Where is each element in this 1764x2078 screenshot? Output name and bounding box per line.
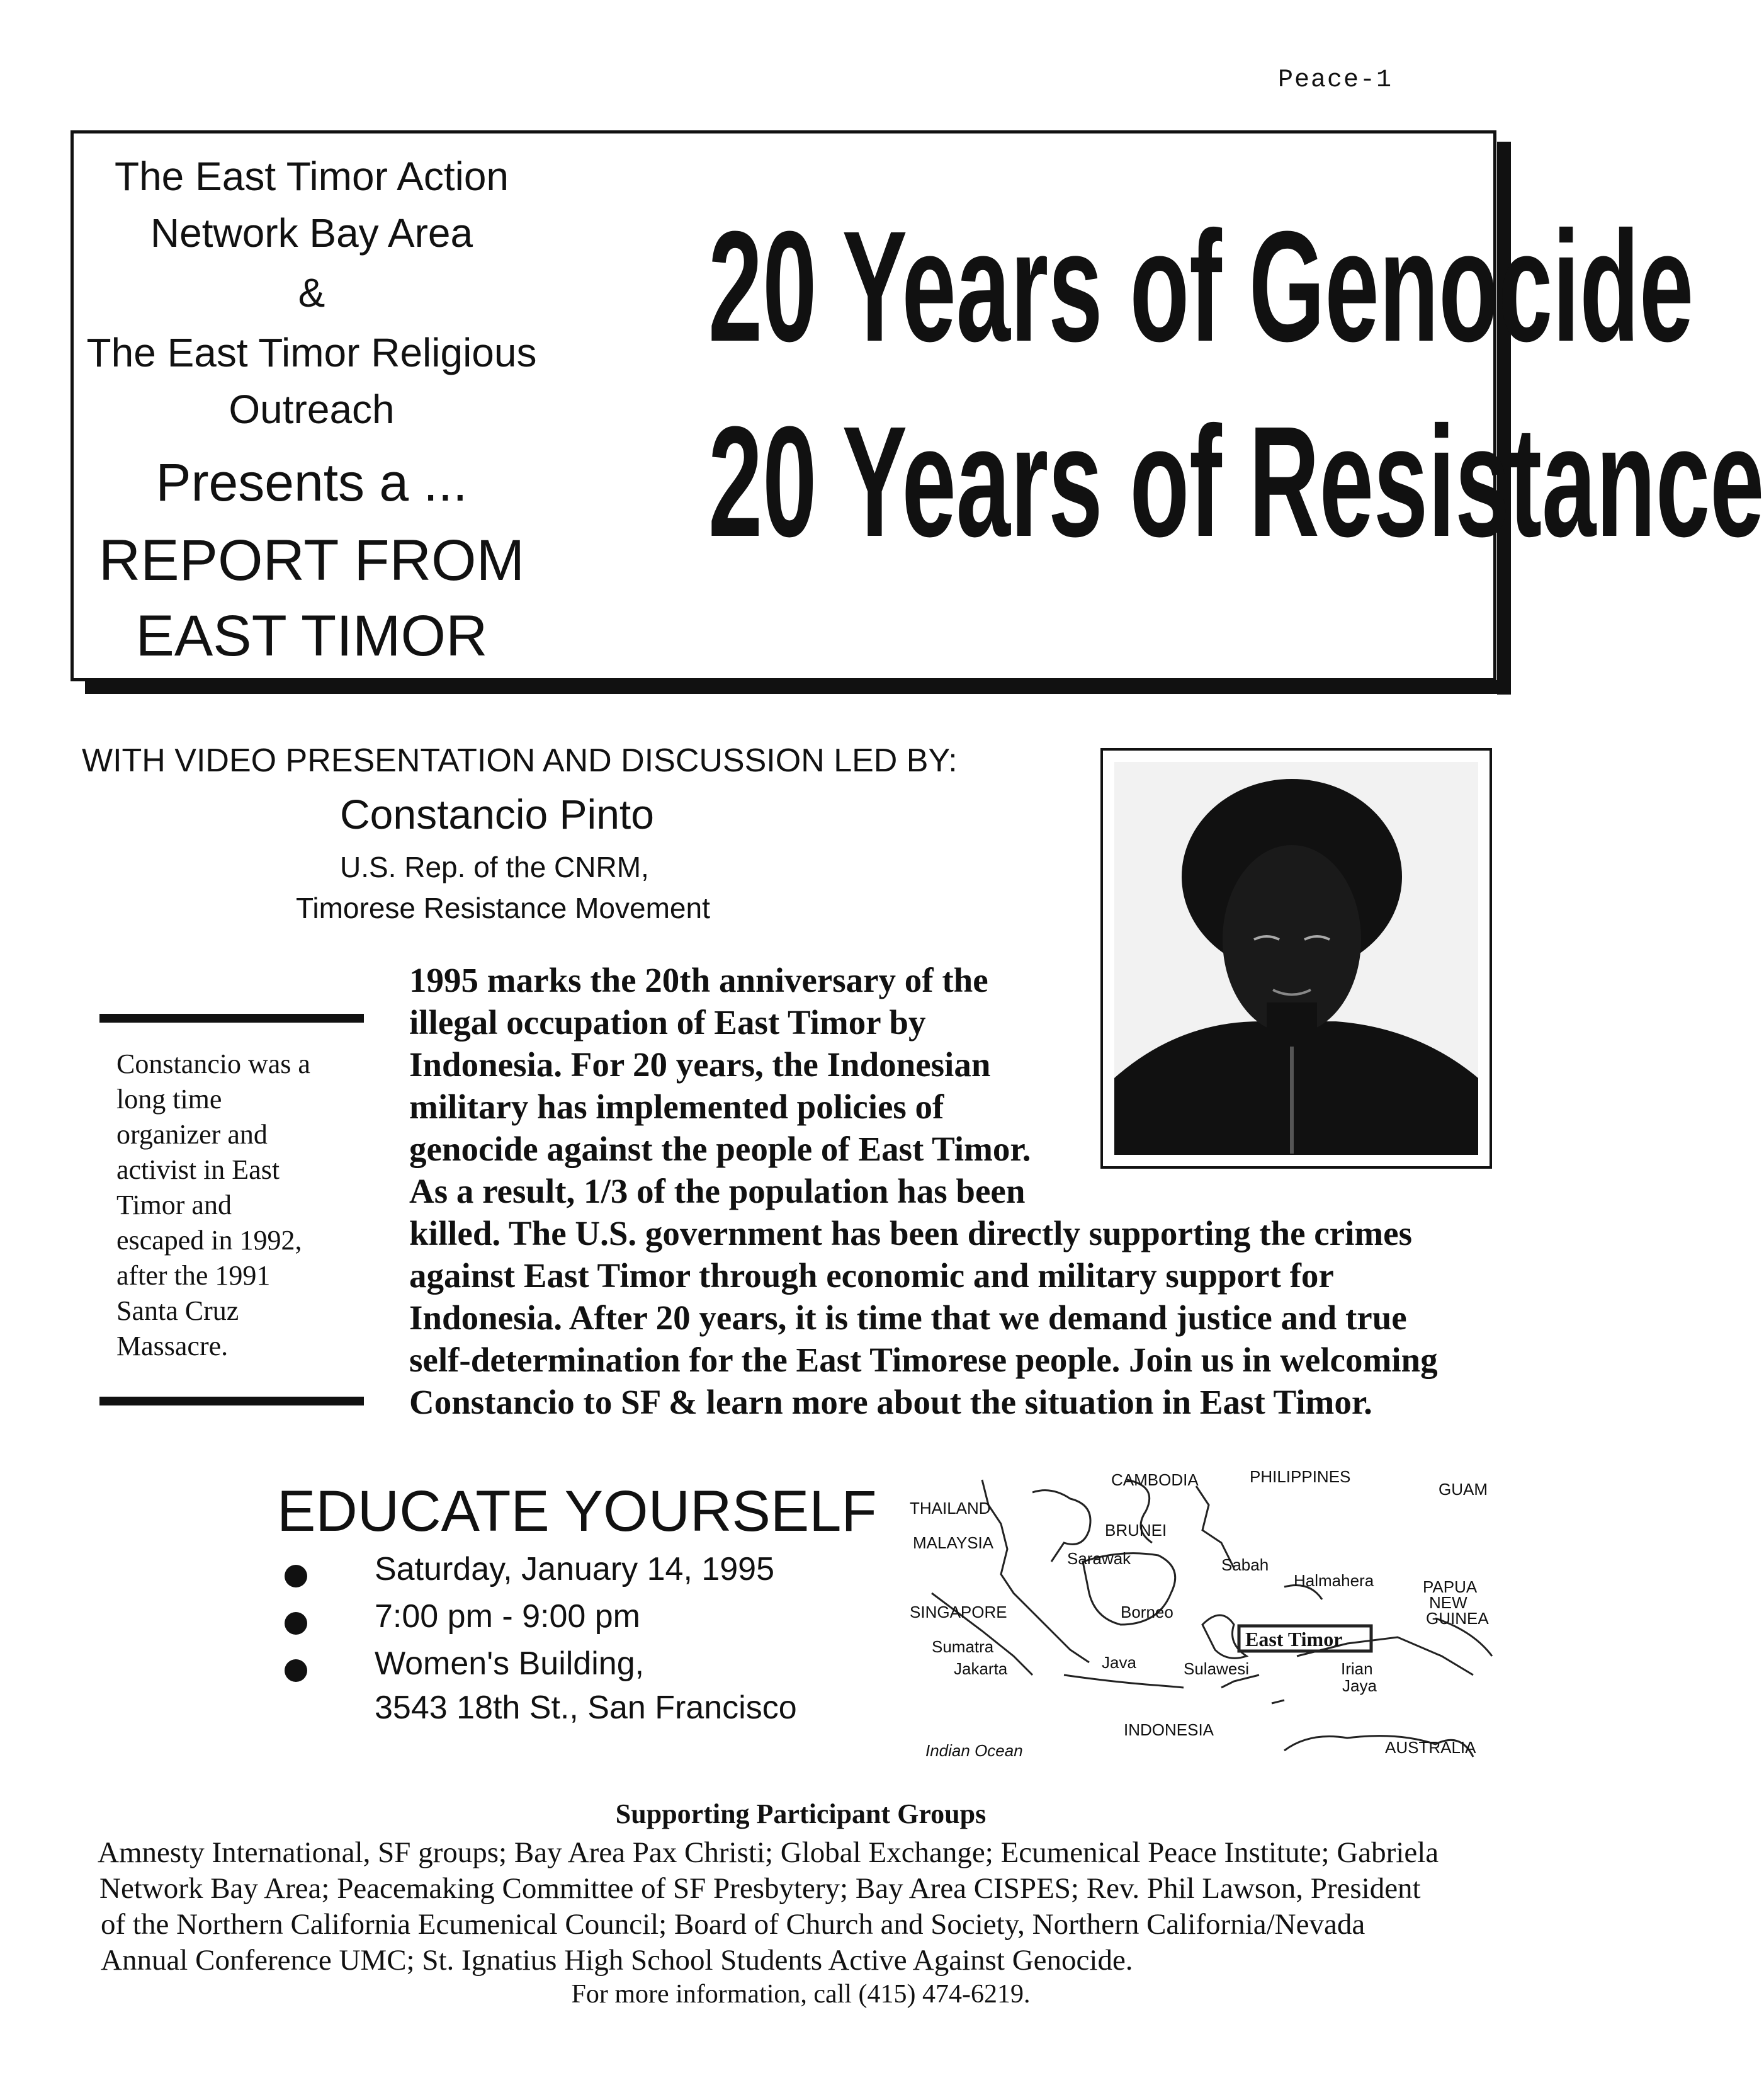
map-label-jakarta: Jakarta bbox=[954, 1659, 1008, 1678]
headline-resistance: 20 Years of Resistance bbox=[708, 394, 1764, 569]
divider bbox=[99, 1397, 364, 1405]
speaker-name: Constancio Pinto bbox=[340, 791, 654, 837]
body-line: self-determination for the East Timorese people. Join us in welcoming bbox=[409, 1341, 1438, 1379]
org-line: Outreach bbox=[229, 387, 395, 432]
body-line: Indonesia. For 20 years, the Indonesian bbox=[409, 1045, 991, 1084]
map-label-papua: PAPUA bbox=[1423, 1577, 1478, 1596]
body-line: illegal occupation of East Timor by bbox=[409, 1003, 926, 1042]
sidebar-note bbox=[116, 1047, 310, 1364]
map-label-australia: AUSTRALIA bbox=[1385, 1738, 1476, 1757]
event-venue: Women's Building, bbox=[375, 1645, 645, 1682]
sidebar-line: Massacre. bbox=[116, 1331, 229, 1361]
map-label-guam: GUAM bbox=[1439, 1480, 1488, 1499]
org-line: The East Timor Religious bbox=[86, 330, 537, 375]
supporters-line: Network Bay Area; Peacemaking Committee of SF Presbytery; Bay Area CISPES; Rev. Phil Lawson, President bbox=[99, 1872, 1421, 1905]
body-line: Constancio to SF & learn more about the situation in East Timor. bbox=[409, 1383, 1372, 1421]
speaker-role: U.S. Rep. of the CNRM, bbox=[340, 851, 649, 883]
educate-heading: EDUCATE YOURSELF bbox=[277, 1479, 877, 1543]
sidebar-line: Timor and bbox=[116, 1189, 232, 1220]
sidebar-line: escaped in 1992, bbox=[116, 1225, 302, 1256]
supporters-line: Annual Conference UMC; St. Ignatius High School Students Active Against Genocide. bbox=[101, 1944, 1133, 1977]
event-address: 3543 18th St., San Francisco bbox=[375, 1689, 797, 1726]
org-line: The East Timor Action bbox=[114, 154, 509, 199]
body-line: against East Timor through economic and military support for bbox=[409, 1256, 1334, 1295]
contact-info: For more information, call (415) 474-6219. bbox=[571, 1980, 1031, 2009]
southeast-asia-map bbox=[907, 1467, 1498, 1763]
map-label-sumatra: Sumatra bbox=[932, 1637, 994, 1656]
map-label-sarawak: Sarawak bbox=[1067, 1549, 1131, 1568]
map-label-indian-ocean: Indian Ocean bbox=[925, 1741, 1023, 1760]
map-label-sulawesi: Sulawesi bbox=[1184, 1659, 1250, 1678]
map-label-new: NEW bbox=[1429, 1593, 1467, 1612]
map-label-borneo: Borneo bbox=[1121, 1603, 1173, 1621]
speaker-role: Timorese Resistance Movement bbox=[296, 892, 710, 924]
sidebar-line: Santa Cruz bbox=[116, 1295, 239, 1326]
body-line: Indonesia. After 20 years, it is time that we demand justice and true bbox=[409, 1298, 1407, 1337]
header-shadow bbox=[85, 680, 1511, 694]
event-time: 7:00 pm - 9:00 pm bbox=[375, 1598, 640, 1635]
map-label-java: Java bbox=[1102, 1653, 1136, 1672]
bullet bbox=[285, 1565, 307, 1587]
sidebar-line: activist in East bbox=[116, 1154, 280, 1185]
ampersand: & bbox=[298, 270, 325, 315]
map-label-east-timor: East Timor bbox=[1245, 1628, 1343, 1650]
portrait-image bbox=[1103, 751, 1490, 1166]
map-label-halmahera: Halmahera bbox=[1294, 1571, 1374, 1590]
body-line: genocide against the people of East Timor. bbox=[409, 1130, 1031, 1168]
org-line: Network Bay Area bbox=[150, 210, 473, 256]
page-id: Peace-1 bbox=[1278, 66, 1393, 94]
body-line: killed. The U.S. government has been directly supporting the crimes bbox=[409, 1214, 1412, 1252]
map-label-guinea: GUINEA bbox=[1426, 1609, 1489, 1628]
speaker-photo bbox=[1100, 748, 1492, 1169]
sidebar-line: after the 1991 bbox=[116, 1260, 271, 1291]
supporters-line: Amnesty International, SF groups; Bay Area Pax Christi; Global Exchange; Ecumenical Peace Institute; Gabriela bbox=[98, 1836, 1439, 1869]
map-label-singapore: SINGAPORE bbox=[910, 1603, 1007, 1621]
video-intro: WITH VIDEO PRESENTATION AND DISCUSSION LED BY: bbox=[82, 742, 958, 779]
map-label-malaysia: MALAYSIA bbox=[913, 1533, 994, 1552]
report-title: EAST TIMOR bbox=[135, 604, 488, 668]
map-label-brunei: BRUNEI bbox=[1105, 1521, 1167, 1540]
map-label-sabah: Sabah bbox=[1221, 1555, 1269, 1574]
map-label-thailand: THAILAND bbox=[910, 1499, 991, 1518]
map-label-philippines: PHILIPPINES bbox=[1250, 1467, 1351, 1486]
body-line: 1995 marks the 20th anniversary of the bbox=[409, 961, 988, 999]
presents-text: Presents a ... bbox=[155, 453, 468, 512]
body-line: As a result, 1/3 of the population has been bbox=[409, 1172, 1026, 1210]
sidebar-line: organizer and bbox=[116, 1119, 268, 1150]
supporters-heading: Supporting Participant Groups bbox=[615, 1798, 987, 1829]
bullet bbox=[285, 1612, 307, 1635]
divider bbox=[99, 1014, 364, 1023]
map-label-cambodia: CAMBODIA bbox=[1111, 1470, 1199, 1489]
supporters-line: of the Northern California Ecumenical Council; Board of Church and Society, Northern California/Nevada bbox=[101, 1908, 1365, 1941]
map-label-irian: Irian bbox=[1341, 1659, 1373, 1678]
report-title: REPORT FROM bbox=[98, 528, 525, 593]
sidebar-line: Constancio was a bbox=[116, 1048, 310, 1079]
sidebar-line: long time bbox=[116, 1084, 222, 1115]
map-label-indonesia: INDONESIA bbox=[1124, 1720, 1214, 1739]
body-line: military has implemented policies of bbox=[409, 1087, 944, 1126]
event-date: Saturday, January 14, 1995 bbox=[375, 1551, 775, 1587]
headline-genocide: 20 Years of Genocide bbox=[708, 198, 1694, 374]
map-label-jaya: Jaya bbox=[1342, 1676, 1377, 1695]
bullet bbox=[285, 1659, 307, 1682]
